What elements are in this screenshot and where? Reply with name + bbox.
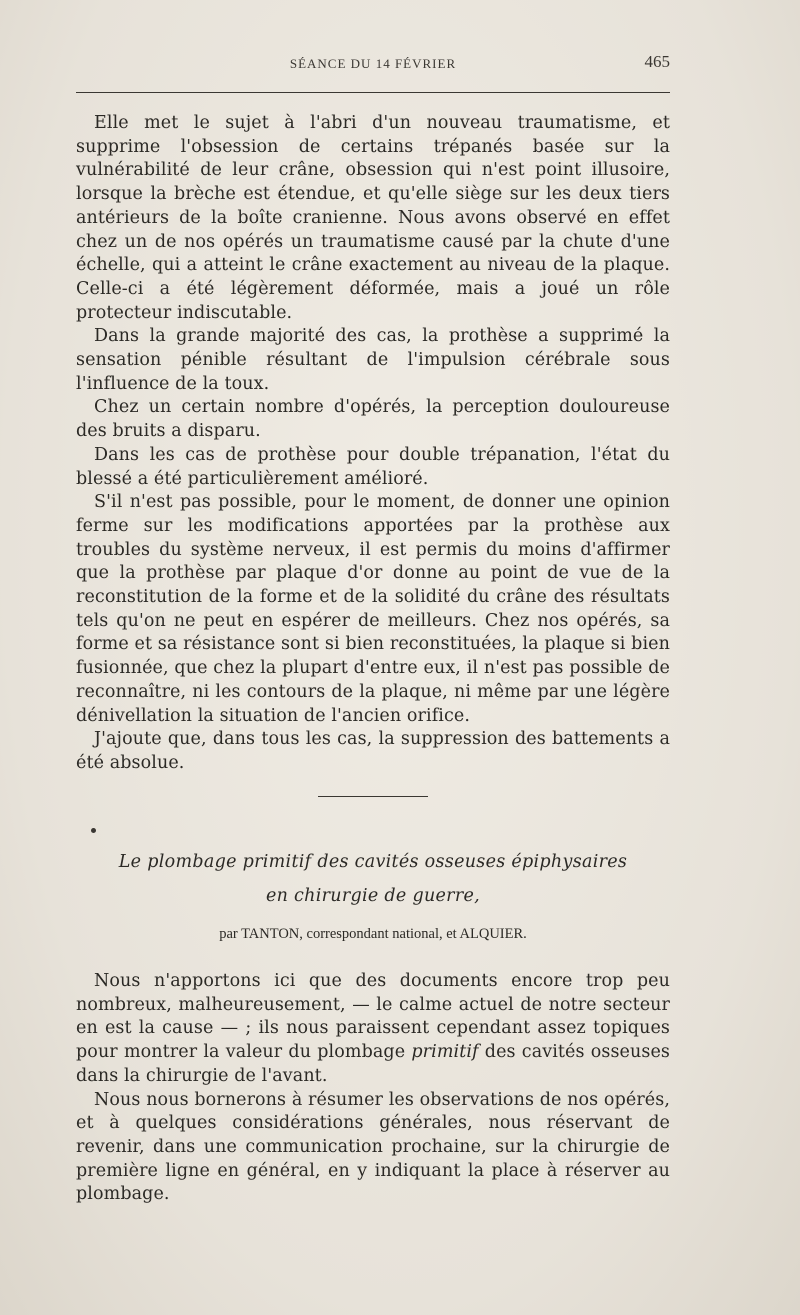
article-body — [76, 970, 670, 1207]
intro-text-b: des cavités osseuses dans la chirurgie de l'avant. — [76, 1042, 671, 1086]
article-title-line1: Le plombage primitif des cavités osseuses épiphysaires — [118, 852, 628, 872]
paragraph-protection: Elle met le sujet à l'abri d'un nouveau traumatisme, et supprime l'obsession de certains trépanés basée sur la vulnérabilité de leur crâne, obsession qui n'est point illusoire, lorsque la brèche est étendue, et qu'elle siège sur les deux tiers antérieurs de la boîte cranienne. Nous avons observé en effet chez un de nos opérés un traumatisme causé par la chute d'une échelle, qui a atteint le crâne exactement au niveau de la plaque. Celle-ci a été légèrement déformée, mais a joué un rôle protecteur indiscutable. — [76, 113, 670, 323]
paragraph-pulsation: J'ajoute que, dans tous les cas, la suppression des battements a été absolue. — [76, 729, 670, 773]
stray-mark — [91, 828, 96, 833]
running-title: SÉANCE DU 14 FÉVRIER — [289, 56, 457, 71]
section-conclusions — [76, 112, 670, 776]
article-authors: par TANTON, correspondant national, et ALQUIER. — [219, 926, 527, 942]
paragraph-double-trepanation: Dans les cas de prothèse pour double trépanation, l'état du blessé a été particulièrement amélioré. — [76, 444, 670, 489]
intro-text-a: Nous n'apportons ici que des documents encore trop peu nombreux, malheureusement, — le calme actuel de notre secteur en est la cause — ; ils nous paraissent cependant assez topiques pour montrer la valeur du plombage — [76, 971, 670, 1063]
header-rule — [76, 92, 670, 93]
page-number: 465 — [644, 52, 670, 71]
intro-emphasis: primitif — [411, 1042, 479, 1063]
paragraph-plan: Nous nous bornerons à résumer les observations de nos opérés, et à quelques considérations générales, nous réservant de revenir, dans une communication prochaine, sur la chirurgie de première ligne en général, en y indiquant la place à réserver au plombage. — [76, 1089, 670, 1205]
paragraph-intro — [76, 970, 670, 1089]
paragraph-gold-plate: S'il n'est pas possible, pour le moment, de donner une opinion ferme sur les modifications apportées par la prothèse aux troubles du système nerveux, il est permis du moins d'affirmer que la prothèse par plaque d'or donne au point de vue de la reconstitution de la forme et de la solidité du crâne des résultats tels qu'on ne peut en espérer de meilleurs. Chez nos opérés, sa forme et sa résistance sont si bien reconstituées, la plaque si bien fusionnée, que chez la plupart d'entre eux, il n'est pas possible de reconnaître, ni les contours de la plaque, ni même par une légère dénivellation la situation de l'ancien orifice. — [76, 492, 670, 726]
paragraph-cough: Dans la grande majorité des cas, la prothèse a supprimé la sensation pénible résultant de l'impulsion cérébrale sous l'influence de la toux. — [76, 326, 670, 394]
paragraph-noise: Chez un certain nombre d'opérés, la perception douloureuse des bruits a disparu. — [76, 397, 670, 442]
page-header — [76, 48, 670, 78]
section-separator — [318, 796, 428, 797]
article-title-line2: en chirurgie de guerre, — [265, 886, 481, 906]
